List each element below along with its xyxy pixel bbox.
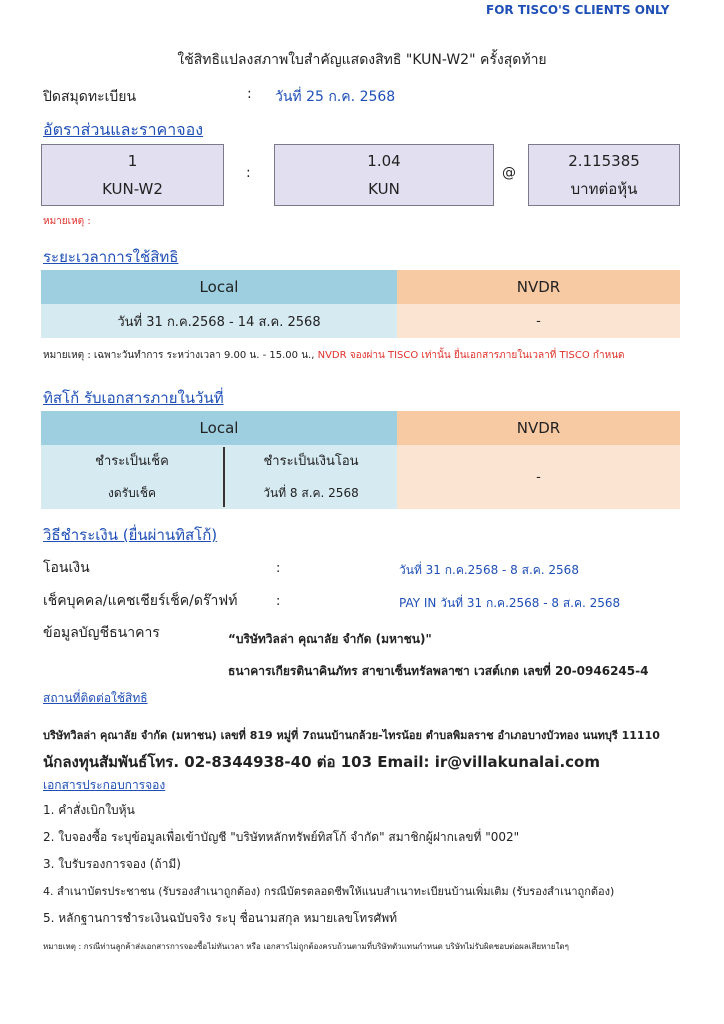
contact-heading: สถานที่ติดต่อใช้สิทธิ — [43, 691, 148, 705]
clients-only-note: FOR TISCO'S CLIENTS ONLY — [486, 3, 670, 17]
payment-cheque-date: PAY IN วันที่ 31 ก.ค.2568 - 8 ส.ค. 2568 — [399, 596, 621, 610]
docs-nvdr-header: NVDR — [397, 411, 680, 445]
ratio-box-warrant-qty: 1 — [127, 152, 138, 170]
register-label: ปิดสมุดทะเบียน — [43, 89, 137, 105]
ratio-box-warrant-name: KUN-W2 — [102, 180, 163, 198]
required-docs-heading: เอกสารประกอบการจอง — [43, 778, 166, 792]
period-nvdr-value: - — [397, 304, 680, 338]
docs-heading: ทิสโก้ รับเอกสารภายในวันที่ — [43, 389, 224, 407]
payment-cheque-colon: : — [276, 594, 281, 609]
period-note — [43, 348, 625, 363]
payment-transfer-label: โอนเงิน — [43, 560, 90, 576]
contact-address: บริษัทวิลล่า คุณาลัย จำกัด (มหาชน) เลขที่ 819 หมู่ที่ 7ถนนบ้านกล้วย-ไทรน้อย ตำบลพิมลราช อำเภอบางบัวทอง นนทบุรี 11110 — [43, 729, 660, 742]
required-doc-item: 5. หลักฐานการชำระเงินฉบับจริง ระบุ ชื่อนามสกุล หมายเลขโทรศัพท์ — [43, 911, 398, 925]
ratio-box-share-qty: 1.04 — [367, 152, 401, 170]
docs-nvdr-value: - — [397, 445, 680, 509]
period-local-header: Local — [41, 270, 397, 304]
ratio-box-warrant — [41, 144, 224, 206]
required-doc-item: 4. สำเนาบัตรประชาชน (รับรองสำเนาถูกต้อง) กรณีบัตรตลอดชีพให้แนบสำเนาทะเบียนบ้านเพิ่มเติม (รับรองสำเนาถูกต้อง) — [43, 885, 615, 898]
required-doc-item: 3. ใบรับรองการจอง (ถ้ามี) — [43, 857, 181, 871]
period-local-value: วันที่ 31 ก.ค.2568 - 14 ส.ค. 2568 — [41, 304, 397, 338]
page-title: ใช้สิทธิแปลงสภาพใบสำคัญแสดงสิทธิ "KUN-W2" ครั้งสุดท้าย — [177, 52, 547, 68]
ratio-note: หมายเหตุ : — [43, 216, 91, 227]
period-heading: ระยะเวลาการใช้สิทธิ — [43, 248, 179, 266]
required-doc-item: 1. คำสั่งเบิกใบหุ้น — [43, 803, 135, 817]
ratio-box-share-name: KUN — [368, 180, 400, 198]
ratio-colon: : — [246, 165, 251, 181]
payment-heading: วิธีชำระเงิน (ยื่นผ่านทิสโก้) — [43, 526, 218, 544]
ratio-at-sign: @ — [502, 165, 516, 181]
period-nvdr-header: NVDR — [397, 270, 680, 304]
docs-local-header: Local — [41, 411, 397, 445]
ratio-box-price-unit: บาทต่อหุ้น — [570, 180, 638, 198]
required-doc-item: 2. ใบจองซื้อ ระบุข้อมูลเพื่อเข้าบัญชี "บริษัทหลักทรัพย์ทิสโก้ จำกัด" สมาชิกผู้ฝากเลขที่ "002" — [43, 830, 520, 844]
contact-phone-email: นักลงทุนสัมพันธ์โทร. 02-8344938-40 ต่อ 103 Email: ir@villakunalai.com — [43, 753, 600, 771]
ratio-box-share — [274, 144, 494, 206]
period-note-nvdr: NVDR จองผ่าน TISCO เท่านั้น ยื่นเอกสารภายในเวลาที่ TISCO กำหนด — [317, 350, 625, 361]
footer-disclaimer: หมายเหตุ : กรณีท่านลูกค้าส่งเอกสารการจองซื้อไม่ทันเวลา หรือ เอกสารไม่ถูกต้องครบถ้วนตามที่บริษัทตัวแทนกำหนด บริษัทไม่รับผิดชอบต่อผลเสียหายใดๆ — [43, 942, 569, 951]
register-date: วันที่ 25 ก.ค. 2568 — [275, 89, 396, 105]
payment-transfer-colon: : — [276, 561, 281, 576]
docs-cheque-value: งดรับเช็ค — [108, 485, 156, 500]
bank-account-name: “บริษัทวิลล่า คุณาลัย จำกัด (มหาชน)" — [228, 632, 432, 646]
docs-transfer-title: ชำระเป็นเงินโอน — [263, 453, 359, 469]
docs-transfer-value: วันที่ 8 ส.ค. 2568 — [263, 485, 359, 500]
register-colon: : — [247, 86, 252, 102]
payment-cheque-label: เช็คบุคคล/แคชเชียร์เช็ค/ดร๊าฟท์ — [43, 593, 238, 609]
payment-transfer-date: วันที่ 31 ก.ค.2568 - 8 ส.ค. 2568 — [399, 563, 579, 577]
bank-account-detail: ธนาคารเกียรตินาคินภัทร สาขาเซ็นทรัลพลาซา เวสต์เกต เลขที่ 20-0946245-4 — [228, 664, 649, 678]
ratio-box-price-value: 2.115385 — [568, 152, 640, 170]
ratio-heading: อัตราส่วนและราคาจอง — [43, 120, 204, 139]
ratio-box-price — [528, 144, 680, 206]
period-note-text: หมายเหตุ : เฉพาะวันทำการ ระหว่างเวลา 9.00 น. - 15.00 น., — [43, 350, 318, 361]
docs-cheque-title: ชำระเป็นเช็ค — [95, 453, 169, 469]
bank-info-label: ข้อมูลบัญชีธนาคาร — [43, 625, 160, 641]
